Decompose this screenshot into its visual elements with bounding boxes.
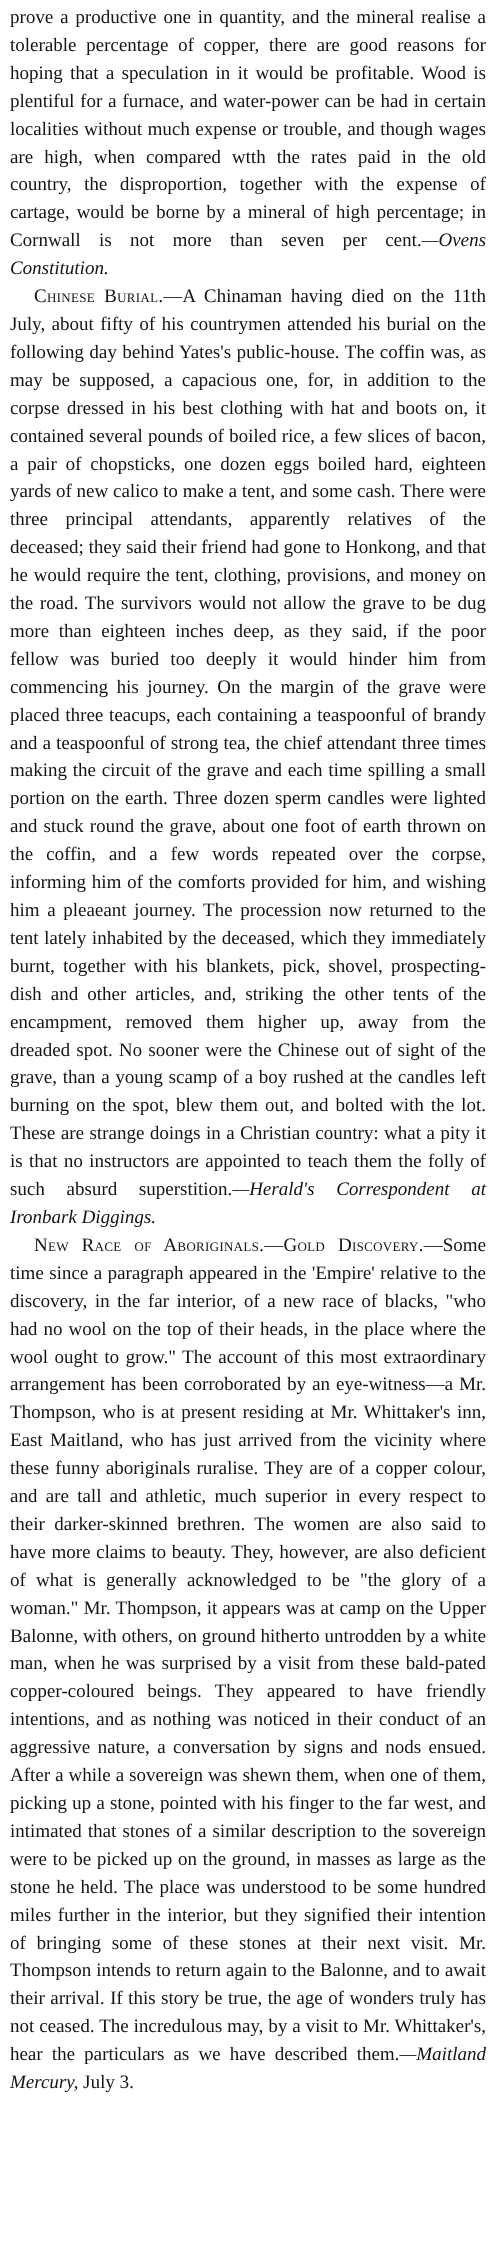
- article-paragraph-new-race: [10, 1232, 486, 2097]
- source-date: July 3.: [78, 2072, 134, 2094]
- source-attribution: —Herald's Correspondent at Ironbark Diggings.: [10, 1179, 486, 1228]
- paragraph-body: —Some time since a paragraph appeared in the 'Empire' relative to the discovery, in the far interior, of a new race of blacks, "who had no wool on the top of their heads, in the place where the wool ought to grow." The account of this most extraordinary arrangement has been corroborated by an eye-witness—a Mr. Thompson, who is at present residing at Mr. Whittaker's inn, East Maitland, who has just arrived from the vicinity where these funny aboriginals ruralise. They are of a copper colour, and are tall and athletic, much superior in every respect to their darker-skinned brethren. The women are also said to have more claims to beauty. They, however, are also deficient of what is generally acknowledged to be "the glory of a woman." Mr. Thompson, it appears was at camp on the Upper Balonne, with others, on ground hitherto untrodden by a white man, when he was surprised by a visit from these bald-pated copper-coloured beings. They appeared to have friendly intentions, and as nothing was noticed in their conduct of an aggressive nature, a conversation by signs and nods ensued. After a while a sovereign was shewn them, when one of them, picking up a stone, pointed with his finger to the far west, and intimated that stones of a similar description to the sovereign were to be picked up on the ground, in masses as large as the stone he held. The place was understood to be some hundred miles further in the interior, but they signified their intention of bringing some of these stones at their next visit. Mr. Thompson intends to return again to the Balonne, and to await their arrival. If this story be true, the age of wonders truly has not ceased. The incredulous may, by a visit to Mr. Whittaker's, hear the particulars as we have described them.: [10, 1234, 486, 2066]
- article-paragraph-chinese-burial: [10, 283, 486, 1232]
- source-attribution: —Ovens Constitution.: [10, 230, 486, 280]
- article-paragraph-copper: [10, 4, 486, 283]
- paragraph-body: —A Chinaman having died on the 11th July, about fifty of his countrymen attended his burial on the following day behind Yates's public-house. The coffin was, as may be supposed, a capacious one, for, in addition to the corpse dressed in his best clothing with hat and boots on, it contained several pounds of boiled rice, a few slices of bacon, a pair of chopsticks, one dozen eggs boiled hard, eighteen yards of new calico to make a tent, and some cash. There were three principal attendants, apparently relatives of the deceased; they said their friend had gone to Honkong, and that he would require the tent, clothing, provisions, and money on the road. The survivors would not allow the grave to be dug more than eighteen inches deep, as they said, if the poor fellow was buried too deeply it would hinder him from commencing his journey. On the margin of the grave were placed three teacups, each containing a teaspoonful of brandy and a teaspoonful of strong tea, the chief attendant three times making the circuit of the grave and each time spilling a small portion on the earth. Three dozen sperm candles were lighted and stuck round the grave, about one foot of earth thrown on the coffin, and a few words repeated over the corpse, informing him of the comforts provided for him, and wishing him a pleaeant journey. The procession now returned to the tent lately inhabited by the deceased, which they immediately burnt, together with his blankets, pick, shovel, prospecting-dish and other articles, and, striking the other tents of the encampment, removed them higher up, away from the dreaded spot. No sooner were the Chinese out of sight of the grave, than a young scamp of a boy rushed at the candles left burning on the spot, blew them out, and bolted with the lot. These are strange doings in a Christian country: what a pity it is that no instructors are appointed to teach them the folly of such absurd superstition.: [10, 286, 486, 1201]
- section-heading: New Race of Aboriginals.—Gold Discovery.: [34, 1234, 424, 1256]
- section-heading: Chinese Burial.: [34, 286, 164, 308]
- paragraph-body: prove a productive one in quantity, and the mineral realise a tolerable percentage of copper, there are good reasons for hoping that a speculation in it would be profitable. Wood is plentiful for a furnace, and water-power can be had in certain localities without much expense or trouble, and though wages are high, when compared wtth the rates paid in the old country, the disproportion, together with the expense of cartage, would be borne by a mineral of high percentage; in Cornwall is not more than seven per cent.: [10, 7, 486, 252]
- source-attribution: —Maitland Mercury,: [10, 2044, 486, 2094]
